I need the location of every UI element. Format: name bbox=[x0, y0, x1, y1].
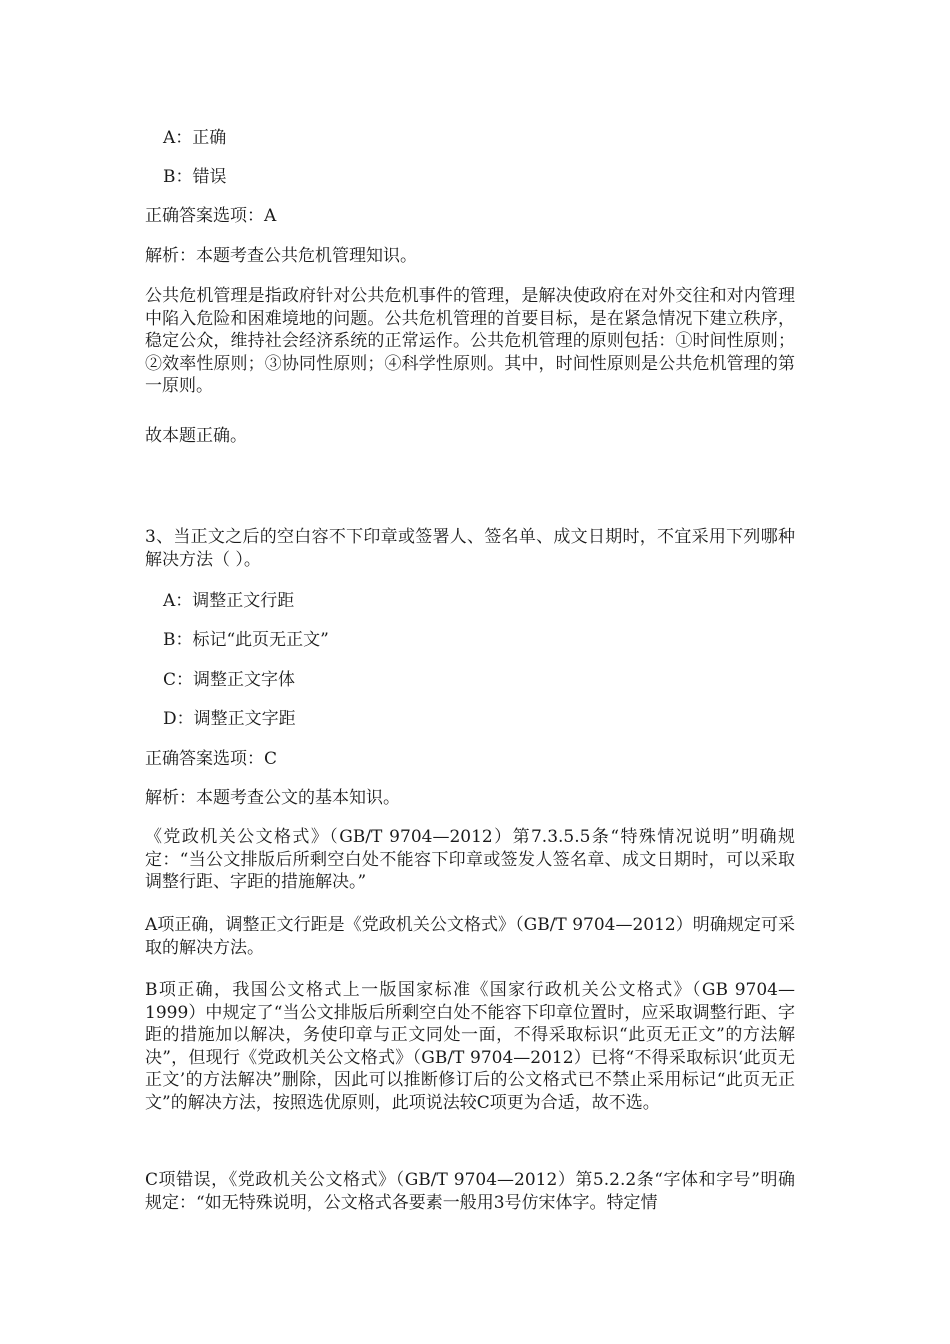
option-c: C：调整正文字体 bbox=[163, 670, 296, 690]
option-a: A：调整正文行距 bbox=[163, 591, 295, 611]
option-d: D：调整正文字距 bbox=[163, 709, 296, 729]
question-3-text: 3、当正文之后的空白容不下印章或签署人、签名单、成文日期时，不宜采用下列哪种解决方法（ ）。 bbox=[145, 527, 795, 570]
option-b: B：标记“此页无正文” bbox=[163, 630, 329, 650]
analysis-paragraph: A项正确，调整正文行距是《党政机关公文格式》（GB/T 9704—2012）明确规定可采取的解决方法。 bbox=[145, 915, 795, 958]
option-a: A：正确 bbox=[163, 128, 227, 148]
answer-line: 正确答案选项：A bbox=[145, 206, 277, 226]
analysis-title: 解析：本题考查公文的基本知识。 bbox=[145, 788, 400, 808]
option-b: B：错误 bbox=[163, 167, 227, 187]
answer-line: 正确答案选项：C bbox=[145, 749, 278, 769]
conclusion-line: 故本题正确。 bbox=[145, 426, 247, 446]
analysis-paragraph: C项错误，《党政机关公文格式》（GB/T 9704—2012）第5.2.2条“字体和字号”明确规定：“如无特殊说明，公文格式各要素一般用3号仿宋体字。特定情 bbox=[145, 1170, 795, 1213]
analysis-paragraph: 公共危机管理是指政府针对公共危机事件的管理，是解决使政府在对外交往和对内管理中陷入危险和困难境地的问题。公共危机管理的首要目标，是在紧急情况下建立秩序，稳定公众，维持社会经济系统的正常运作。公共危机管理的原则包括：①时间性原则；②效率性原则；③协同性原则；④科学性原则。其中，时间性原则是公共危机管理的第一原则。 bbox=[145, 286, 795, 396]
analysis-title: 解析：本题考查公共危机管理知识。 bbox=[145, 246, 417, 266]
analysis-paragraph: B项正确，我国公文格式上一版国家标准《国家行政机关公文格式》（GB 9704—1999）中规定了“当公文排版后所剩空白处不能容下印章位置时，应采取调整行距、字距的措施加以解决，务使印章与正文同处一面，不得采取标识“此页无正文”的方法解决”，但现行《党政机关公文格式》（GB/T 9704—2012）已将“不得采取标识‘此页无正文’的方法解决”删除，因此可以推断修订后的公文格式已不禁止采用标记“此页无正文”的解决方法，按照选优原则，此项说法较C项更为合适，故不选。 bbox=[145, 980, 795, 1113]
analysis-paragraph: 《党政机关公文格式》（GB/T 9704—2012）第7.3.5.5条“特殊情况说明”明确规定：“当公文排版后所剩空白处不能容下印章或签发人签名章、成文日期时，可以采取调整行距、字距的措施解决。” bbox=[145, 827, 795, 892]
